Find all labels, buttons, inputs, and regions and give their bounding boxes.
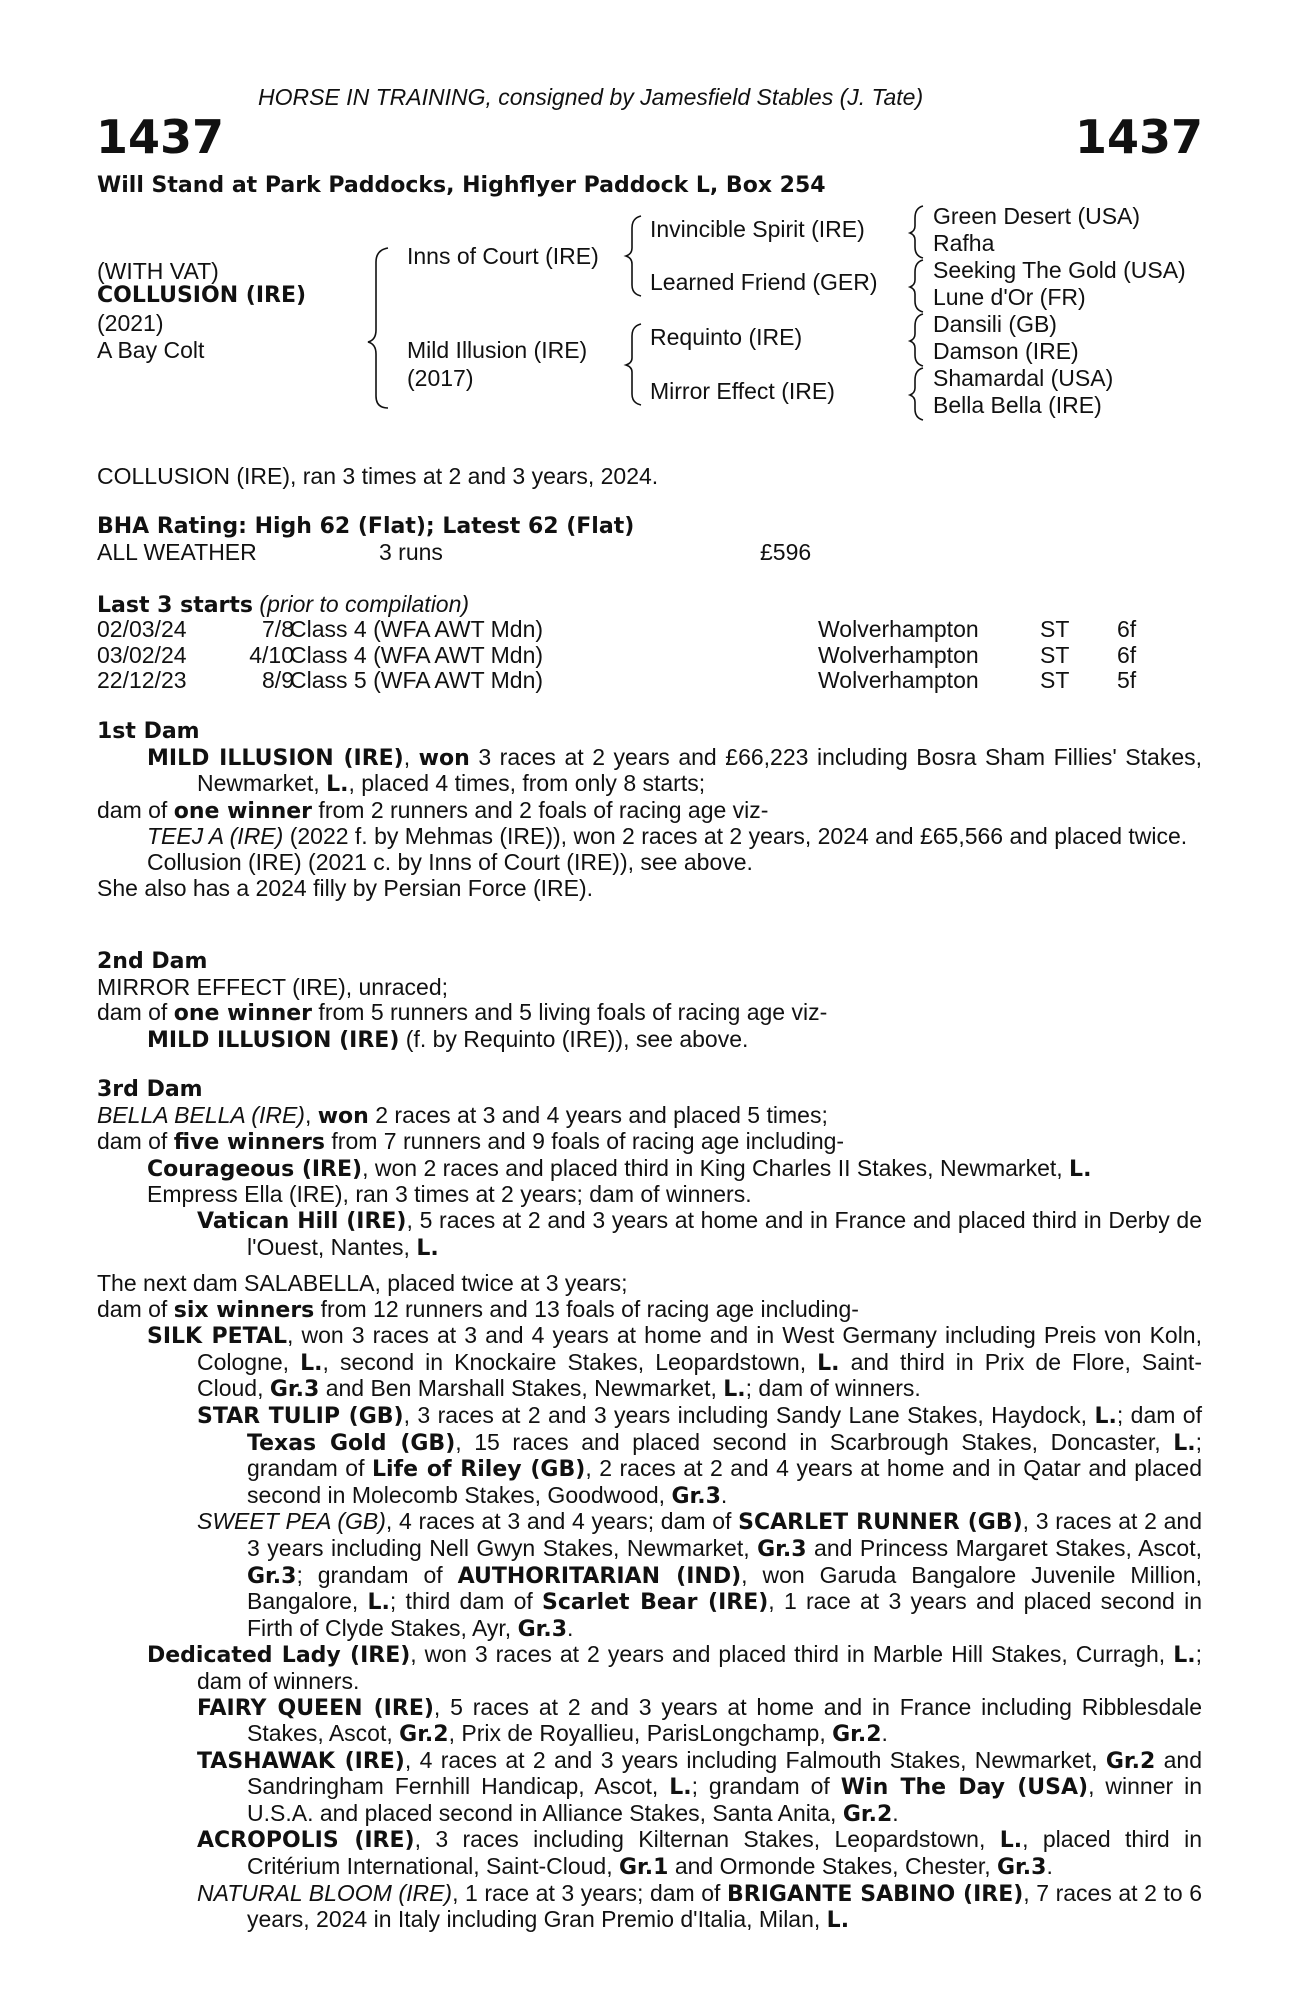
fairy-queen-text: , Prix de Royallieu, ParisLongchamp, xyxy=(448,1720,833,1747)
start-course: Wolverhampton xyxy=(818,616,979,642)
scarlet-bear-name: Scarlet Bear (IRE) xyxy=(542,1590,769,1616)
star-tulip-text: , 15 races and placed second in Scarbrough Stakes, Doncaster, xyxy=(455,1428,1174,1455)
fairy-queen-entry xyxy=(197,1695,1202,1748)
period: . xyxy=(1046,1853,1053,1880)
scarlet-runner-name: SCARLET RUNNER (GB) xyxy=(738,1510,1023,1536)
first-dam-won: won xyxy=(418,745,470,771)
pedigree-gen3-2: Rafha xyxy=(933,230,995,256)
tashawak-text: , 4 races at 2 and 3 years including Falmouth Stakes, Newmarket, xyxy=(404,1746,1106,1773)
last-starts-title: Last 3 starts xyxy=(97,593,254,618)
first-dam-line: MILD ILLUSION (IRE), won 3 races at 2 years and £66,223 including Bosra Sham Fillies' Stakes, Newmarket, L., placed 4 times, from only 8 starts; xyxy=(147,743,1203,798)
second-dam-line: MIRROR EFFECT (IRE), unraced; xyxy=(97,973,449,1000)
silk-petal-text: ; dam of winners. xyxy=(745,1375,921,1402)
acropolis-name: ACROPOLIS (IRE) xyxy=(197,1828,415,1854)
sweet-pea-entry xyxy=(197,1509,1202,1642)
pedigree-dam: Mild Illusion (IRE) xyxy=(407,337,588,363)
start-pos: 4/10 xyxy=(249,641,294,668)
first-dam-produce-1 xyxy=(147,824,1202,850)
start-dist: 6f xyxy=(1117,641,1137,668)
pedigree-sire: Inns of Court (IRE) xyxy=(407,243,599,269)
win-the-day-name: Win The Day (USA) xyxy=(840,1775,1089,1801)
pedigree-gen3-3: Seeking The Gold (USA) xyxy=(933,257,1186,283)
third-dam-name: BELLA BELLA (IRE) xyxy=(97,1101,305,1128)
horse-name: COLLUSION (IRE) xyxy=(97,283,307,308)
start-course: Wolverhampton xyxy=(818,667,979,693)
start-date: 02/03/24 xyxy=(97,616,187,642)
pedigree-dam-sire: Requinto (IRE) xyxy=(650,324,803,350)
sweet-pea-text: ; grandam of xyxy=(296,1561,458,1588)
first-dam-text1: 3 races at 2 years and £66,223 including Bosra Sham Fillies' Stakes, Newmarket, xyxy=(197,743,1203,797)
silk-petal-entry xyxy=(147,1323,1202,1403)
listed-mark: L. xyxy=(826,1908,850,1934)
dedicated-lady-entry xyxy=(147,1642,1202,1694)
acropolis-text: , placed third in Critérium International, Saint-Cloud, xyxy=(247,1826,1202,1880)
first-dam-also: She also has a 2024 filly by Persian Force (IRE). xyxy=(97,874,594,901)
natural-bloom-name: NATURAL BLOOM (IRE) xyxy=(197,1879,453,1906)
surface-label: ALL WEATHER xyxy=(97,539,257,565)
pedigree-dam-dam: Mirror Effect (IRE) xyxy=(650,378,835,404)
next-dam-section xyxy=(97,1271,1202,1934)
group-mark: Gr.3 xyxy=(671,1483,721,1509)
acropolis-text: and Ormonde Stakes, Chester, xyxy=(668,1853,997,1880)
silk-petal-name: SILK PETAL xyxy=(147,1324,287,1350)
start-date: 22/12/23 xyxy=(97,667,187,693)
next-dam-produce-line xyxy=(97,1297,1202,1324)
sweet-pea-text: and Princess Margaret Stakes, Ascot, xyxy=(806,1534,1202,1561)
pedigree-dam-year: (2017) xyxy=(407,365,474,391)
period: . xyxy=(892,1799,899,1826)
group-mark: Gr.2 xyxy=(1105,1748,1156,1774)
life-of-riley-name: Life of Riley (GB) xyxy=(372,1457,586,1483)
third-dam-section xyxy=(97,1077,1202,1261)
star-tulip-text: ; dam of xyxy=(1116,1401,1202,1428)
star-tulip-text: , 2 races at 2 and 4 years at home and in Qatar and placed second in Molecomb Stakes, Goodwood, xyxy=(247,1455,1202,1508)
sweet-pea-text: , 4 races at 3 and 4 years; dam of xyxy=(385,1508,739,1535)
surface-earnings: £596 xyxy=(760,539,812,565)
start-dist: 5f xyxy=(1117,667,1137,693)
bha-rating: BHA Rating: High 62 (Flat); Latest 62 (Flat) xyxy=(97,514,635,539)
second-dam-produce-line xyxy=(97,1000,1202,1027)
sweet-pea-name: SWEET PEA (GB) xyxy=(197,1508,386,1535)
silk-petal-text: and Ben Marshall Stakes, Newmarket, xyxy=(319,1375,724,1402)
first-dam-section xyxy=(97,719,1202,901)
listed-mark: L. xyxy=(817,1350,840,1376)
tashawak-text: ; grandam of xyxy=(691,1773,841,1800)
pedigree-gen3-5: Dansili (GB) xyxy=(933,311,1057,337)
second-dam-produce-text: (f. by Requinto (IRE)), see above. xyxy=(399,1025,749,1052)
authoritarian-name: AUTHORITARIAN (IND) xyxy=(457,1563,742,1589)
group-mark: Gr.3 xyxy=(997,1855,1047,1881)
group-mark: Gr.1 xyxy=(619,1855,669,1881)
third-dam-produce-line xyxy=(97,1129,1202,1156)
start-surface: ST xyxy=(1040,616,1070,642)
produce-2-text: Collusion (IRE) (2021 c. by Inns of Court (IRE)), see above. xyxy=(147,848,753,875)
sweet-pea-text: ; third dam of xyxy=(389,1588,543,1615)
period: . xyxy=(567,1614,574,1641)
tashawak-name: TASHAWAK (IRE) xyxy=(197,1748,405,1774)
first-dam-produce-line xyxy=(97,798,1202,825)
dedicated-lady-name: Dedicated Lady (IRE) xyxy=(147,1643,411,1669)
third-dam-damof-rest: from 7 runners and 9 foals of racing age including- xyxy=(325,1128,845,1155)
first-dam-damof: dam of xyxy=(97,796,174,823)
listed-mark: L. xyxy=(416,1235,439,1261)
star-tulip-name: STAR TULIP (GB) xyxy=(197,1403,404,1429)
dedicated-lady-text: , won 3 races at 2 years and placed third in Marble Hill Stakes, Curragh, xyxy=(410,1641,1174,1668)
produce-1-text: (2022 f. by Mehmas (IRE)), won 2 races at 2 years, 2024 and £65,566 and placed twice. xyxy=(283,823,1188,850)
start-pos: 8/9 xyxy=(262,667,294,693)
group-mark: Gr.2 xyxy=(832,1722,882,1748)
listed-mark: L. xyxy=(1094,1403,1117,1429)
start-course: Wolverhampton xyxy=(818,641,979,668)
third-dam-produce-3 xyxy=(197,1208,1202,1261)
second-dam-damof-rest: from 5 runners and 5 living foals of racing age viz- xyxy=(312,999,828,1026)
first-dam-text2: , placed 4 times, from only 8 starts; xyxy=(348,770,706,797)
pedigree-gen3-4: Lune d'Or (FR) xyxy=(933,284,1086,310)
pedigree-gen3-1: Green Desert (USA) xyxy=(933,203,1141,229)
start-pos: 7/8 xyxy=(262,616,294,642)
group-mark: Gr.2 xyxy=(399,1722,449,1748)
second-dam-heading: 2nd Dam xyxy=(97,949,208,974)
acropolis-entry xyxy=(197,1827,1202,1880)
group-mark: Gr.3 xyxy=(517,1616,568,1642)
consignor-line: HORSE IN TRAINING, consigned by Jamesfield Stables (J. Tate) xyxy=(258,84,924,110)
stand-location: Will Stand at Park Paddocks, Highflyer Paddock L, Box 254 xyxy=(97,173,826,198)
third-dam-produce-2: Empress Ella (IRE), ran 3 times at 2 years; dam of winners. xyxy=(147,1181,752,1208)
fairy-queen-name: FAIRY QUEEN (IRE) xyxy=(197,1695,434,1721)
sweet-pea-text: , 3 races at 2 and 3 years including Nell Gwyn Stakes, Newmarket, xyxy=(247,1508,1202,1561)
tashawak-entry xyxy=(197,1748,1202,1828)
fairy-queen-text: , 5 races at 2 and 3 years at home and in France including Ribblesdale Stakes, Ascot, xyxy=(247,1693,1202,1747)
produce-1-name: TEEJ A (IRE) xyxy=(147,823,284,850)
silk-petal-text: , won 3 races at 3 and 4 years at home and in West Germany including Preis von Koln, Cologne, xyxy=(197,1322,1202,1375)
dedicated-lady-text: ; dam of winners. xyxy=(197,1641,1202,1694)
period: . xyxy=(881,1720,888,1747)
group-mark: Gr.3 xyxy=(247,1563,297,1589)
listed-mark: L. xyxy=(1069,1156,1092,1182)
third-dam-produce-1 xyxy=(97,1156,1202,1183)
group-mark: Gr.3 xyxy=(269,1377,320,1403)
sweet-pea-text: , won Garuda Bangalore Juvenile Million, Bangalore, xyxy=(247,1561,1202,1615)
group-mark: Gr.2 xyxy=(842,1801,893,1827)
acropolis-text: , 3 races including Kilternan Stakes, Leopardstown, xyxy=(414,1826,1000,1853)
third-dam-heading: 3rd Dam xyxy=(97,1077,203,1102)
listed-mark: L. xyxy=(300,1350,323,1376)
horse-year: (2021) xyxy=(97,310,164,336)
listed-mark: L. xyxy=(367,1590,390,1616)
last-starts-heading xyxy=(97,591,469,619)
pedigree-sire-sire: Invincible Spirit (IRE) xyxy=(650,216,865,242)
third-dam-winners: five winners xyxy=(173,1130,326,1156)
second-dam-produce-1 xyxy=(97,1027,1202,1054)
first-dam-damof-rest: from 2 runners and 2 foals of racing age viz- xyxy=(312,796,769,823)
listed-mark: L. xyxy=(326,772,349,798)
tashawak-text: , winner in U.S.A. and placed second in Alliance Stakes, Santa Anita, xyxy=(247,1773,1203,1826)
lot-number-left: 1437 xyxy=(96,110,225,164)
group-mark: Gr.3 xyxy=(757,1536,807,1562)
next-dam-winners: six winners xyxy=(173,1297,315,1323)
third-dam-won: won xyxy=(317,1103,369,1129)
texas-gold-name: Texas Gold (GB) xyxy=(247,1430,456,1456)
start-race: Class 4 (WFA AWT Mdn) xyxy=(290,641,544,668)
tashawak-text: and Sandringham Fernhill Handicap, Ascot, xyxy=(247,1746,1202,1800)
star-tulip-text: ; grandam of xyxy=(247,1428,1202,1482)
next-dam-damof: dam of xyxy=(97,1295,174,1322)
silk-petal-text: and third in Prix de Flore, Saint-Cloud, xyxy=(197,1348,1202,1402)
start-race: Class 4 (WFA AWT Mdn) xyxy=(290,616,544,642)
vatican-hill-text: , 5 races at 2 and 3 years at home and in France and placed third in Derby de l'Ouest, Nantes, xyxy=(247,1206,1202,1260)
race-summary: COLLUSION (IRE), ran 3 times at 2 and 3 years, 2024. xyxy=(97,463,659,489)
start-surface: ST xyxy=(1040,667,1070,693)
first-dam-winners: one winner xyxy=(173,798,313,824)
third-dam-damof: dam of xyxy=(97,1128,174,1155)
next-dam-damof-rest: from 12 runners and 13 foals of racing age including- xyxy=(314,1295,859,1322)
start-surface: ST xyxy=(1040,641,1070,668)
sweet-pea-text: , 1 race at 3 years and placed second in Firth of Clyde Stakes, Ayr, xyxy=(247,1588,1203,1641)
start-date: 03/02/24 xyxy=(97,641,187,668)
start-race: Class 5 (WFA AWT Mdn) xyxy=(290,667,544,693)
second-dam-winners: one winner xyxy=(173,1001,313,1027)
pedigree-sire-dam: Learned Friend (GER) xyxy=(650,269,878,295)
second-dam-section xyxy=(97,949,1202,1053)
silk-petal-text: , second in Knockaire Stakes, Leopardstown, xyxy=(322,1348,818,1375)
last-starts-note: (prior to compilation) xyxy=(259,591,470,617)
first-dam-name: MILD ILLUSION (IRE) xyxy=(147,745,404,771)
period: . xyxy=(720,1481,728,1508)
brigante-sabino-name: BRIGANTE SABINO (IRE) xyxy=(727,1881,1024,1907)
courageous-text: , won 2 races and placed third in King Charles II Stakes, Newmarket, xyxy=(362,1154,1070,1181)
natural-bloom-text: , 1 race at 3 years; dam of xyxy=(452,1879,727,1906)
third-dam-line: BELLA BELLA (IRE), won 2 races at 3 and 4 years and placed 5 times; xyxy=(97,1101,828,1129)
pedigree-gen3-8: Bella Bella (IRE) xyxy=(933,392,1102,418)
vatican-hill-name: Vatican Hill (IRE) xyxy=(197,1208,407,1234)
pedigree-gen3-7: Shamardal (USA) xyxy=(933,365,1114,391)
listed-mark: L. xyxy=(999,1828,1023,1854)
second-dam-produce-name: MILD ILLUSION (IRE) xyxy=(147,1027,400,1053)
pedigree-gen3-6: Damson (IRE) xyxy=(933,338,1079,364)
listed-mark: L. xyxy=(723,1377,746,1403)
natural-bloom-text: , 7 races at 2 to 6 years, 2024 in Italy including Gran Premio d'Italia, Milan, xyxy=(247,1879,1202,1933)
listed-mark: L. xyxy=(669,1775,692,1801)
listed-mark: L. xyxy=(1173,1430,1196,1456)
natural-bloom-entry xyxy=(197,1881,1202,1934)
vat-note: (WITH VAT) xyxy=(97,258,219,284)
start-dist: 6f xyxy=(1117,616,1137,642)
listed-mark: L. xyxy=(1173,1643,1196,1669)
courageous-name: Courageous (IRE) xyxy=(147,1156,363,1182)
second-dam-damof: dam of xyxy=(97,999,174,1026)
lot-number-right: 1437 xyxy=(1074,110,1203,164)
star-tulip-text: , 3 races at 2 and 3 years including Sandy Lane Stakes, Haydock, xyxy=(403,1401,1095,1428)
next-dam-line: The next dam SALABELLA, placed twice at 3 years; xyxy=(97,1270,628,1296)
first-dam-heading: 1st Dam xyxy=(97,719,200,744)
first-dam-produce-2 xyxy=(97,850,1202,876)
surface-runs: 3 runs xyxy=(379,539,443,565)
third-dam-text1: 2 races at 3 and 4 years and placed 5 times; xyxy=(368,1101,828,1128)
horse-description: A Bay Colt xyxy=(97,337,205,363)
star-tulip-entry xyxy=(197,1403,1202,1509)
